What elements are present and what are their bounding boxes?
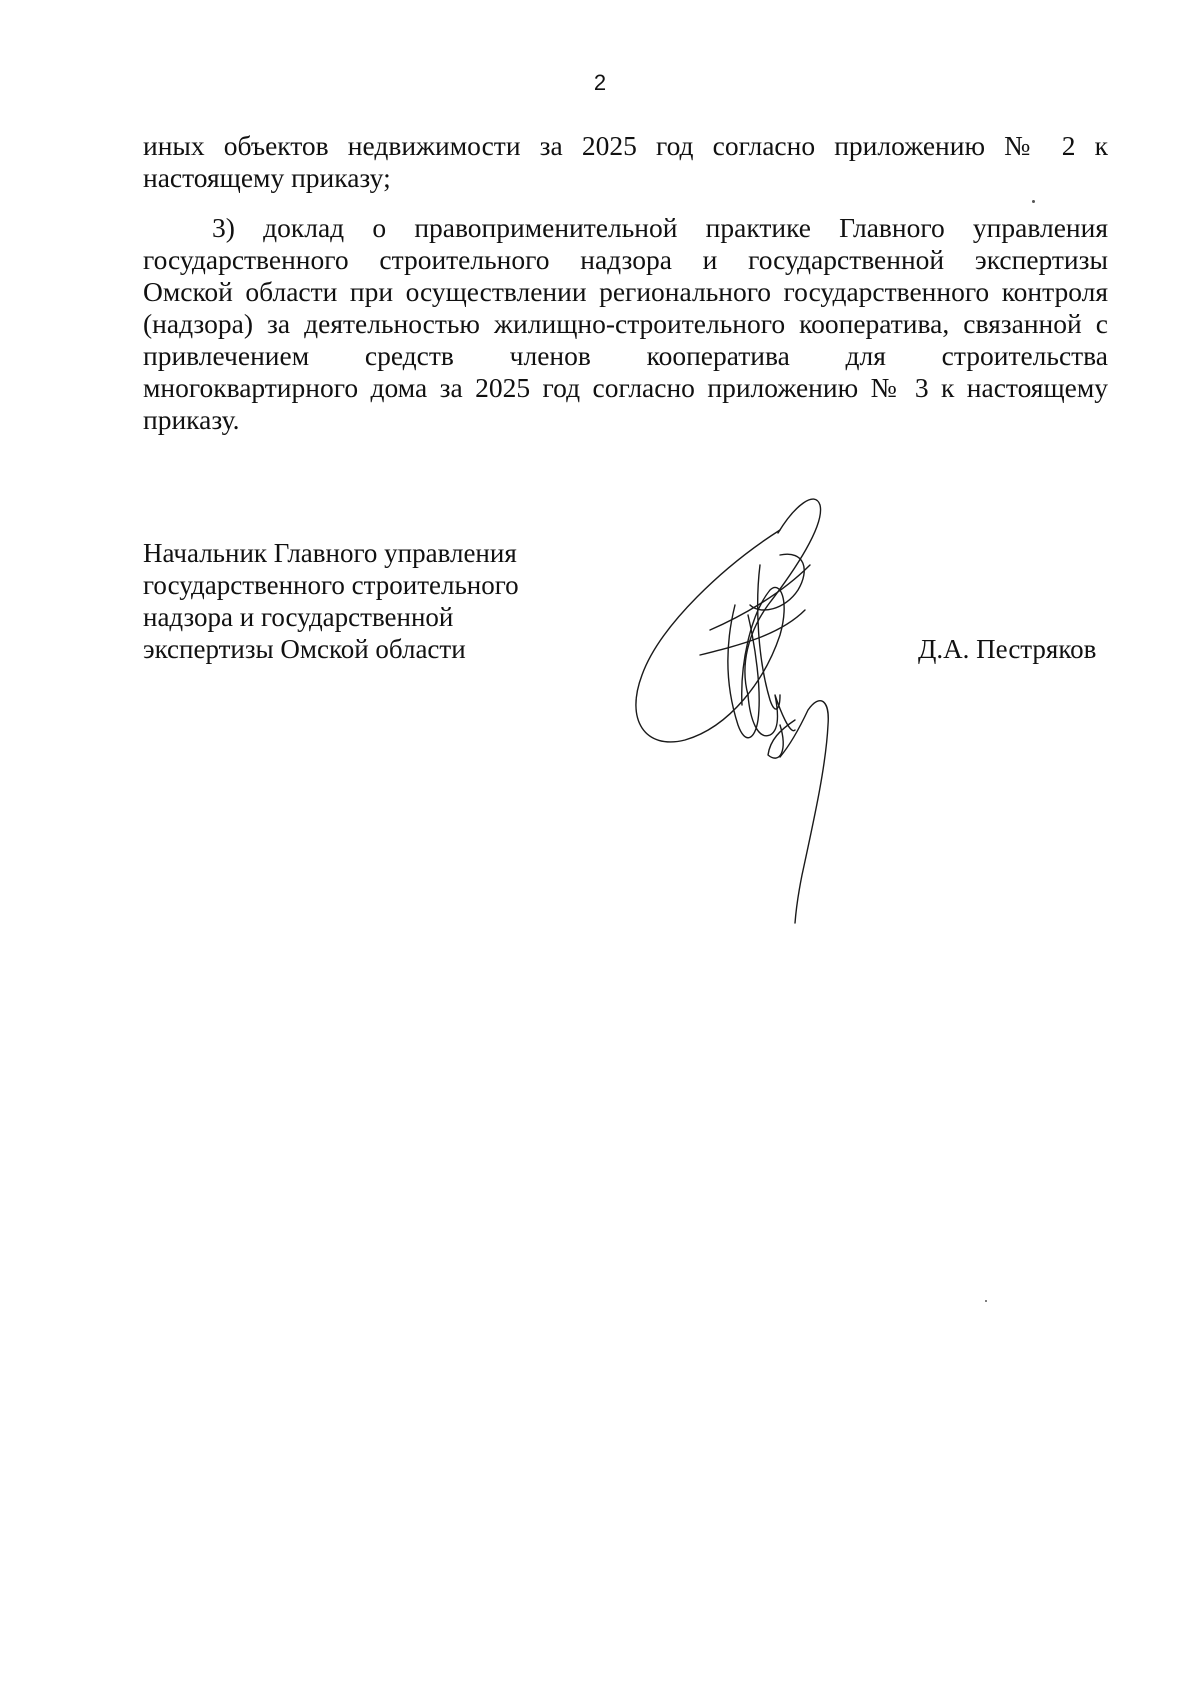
paragraph-2 [143,212,1108,436]
paragraph-1 [143,130,1108,194]
signer-name: Д.А. Пестряков [918,634,1097,664]
page-number: 2 [593,70,607,95]
text-line: 3) доклад о правоприменительной практике Главного управления [212,212,1108,243]
position-line: экспертизы Омской области [143,634,466,664]
text-line: (надзора) за деятельностью жилищно-строительного кооператива, связанной с [143,308,1108,339]
position-line: Начальник Главного управления [143,538,517,568]
text-line: иных объектов недвижимости за 2025 год согласно приложению № 2 к [143,130,1108,161]
text-line: многоквартирного дома за 2025 год согласно приложению № 3 к настоящему [143,372,1108,403]
text-line: привлечением средств членов кооператива для строительства [143,340,1108,371]
text-line: настоящему приказу; [143,162,391,193]
text-line: приказу. [143,404,240,435]
signer-position [143,537,519,665]
position-line: государственного строительного [143,570,519,600]
position-line: надзора и государственной [143,602,454,632]
handwritten-signature [630,495,880,925]
scan-speck [1032,200,1035,203]
text-line: Омской области при осуществлении регионального государственного контроля [143,276,1108,307]
text-line: государственного строительного надзора и государственной экспертизы [143,244,1108,275]
scan-speck [985,1300,987,1302]
